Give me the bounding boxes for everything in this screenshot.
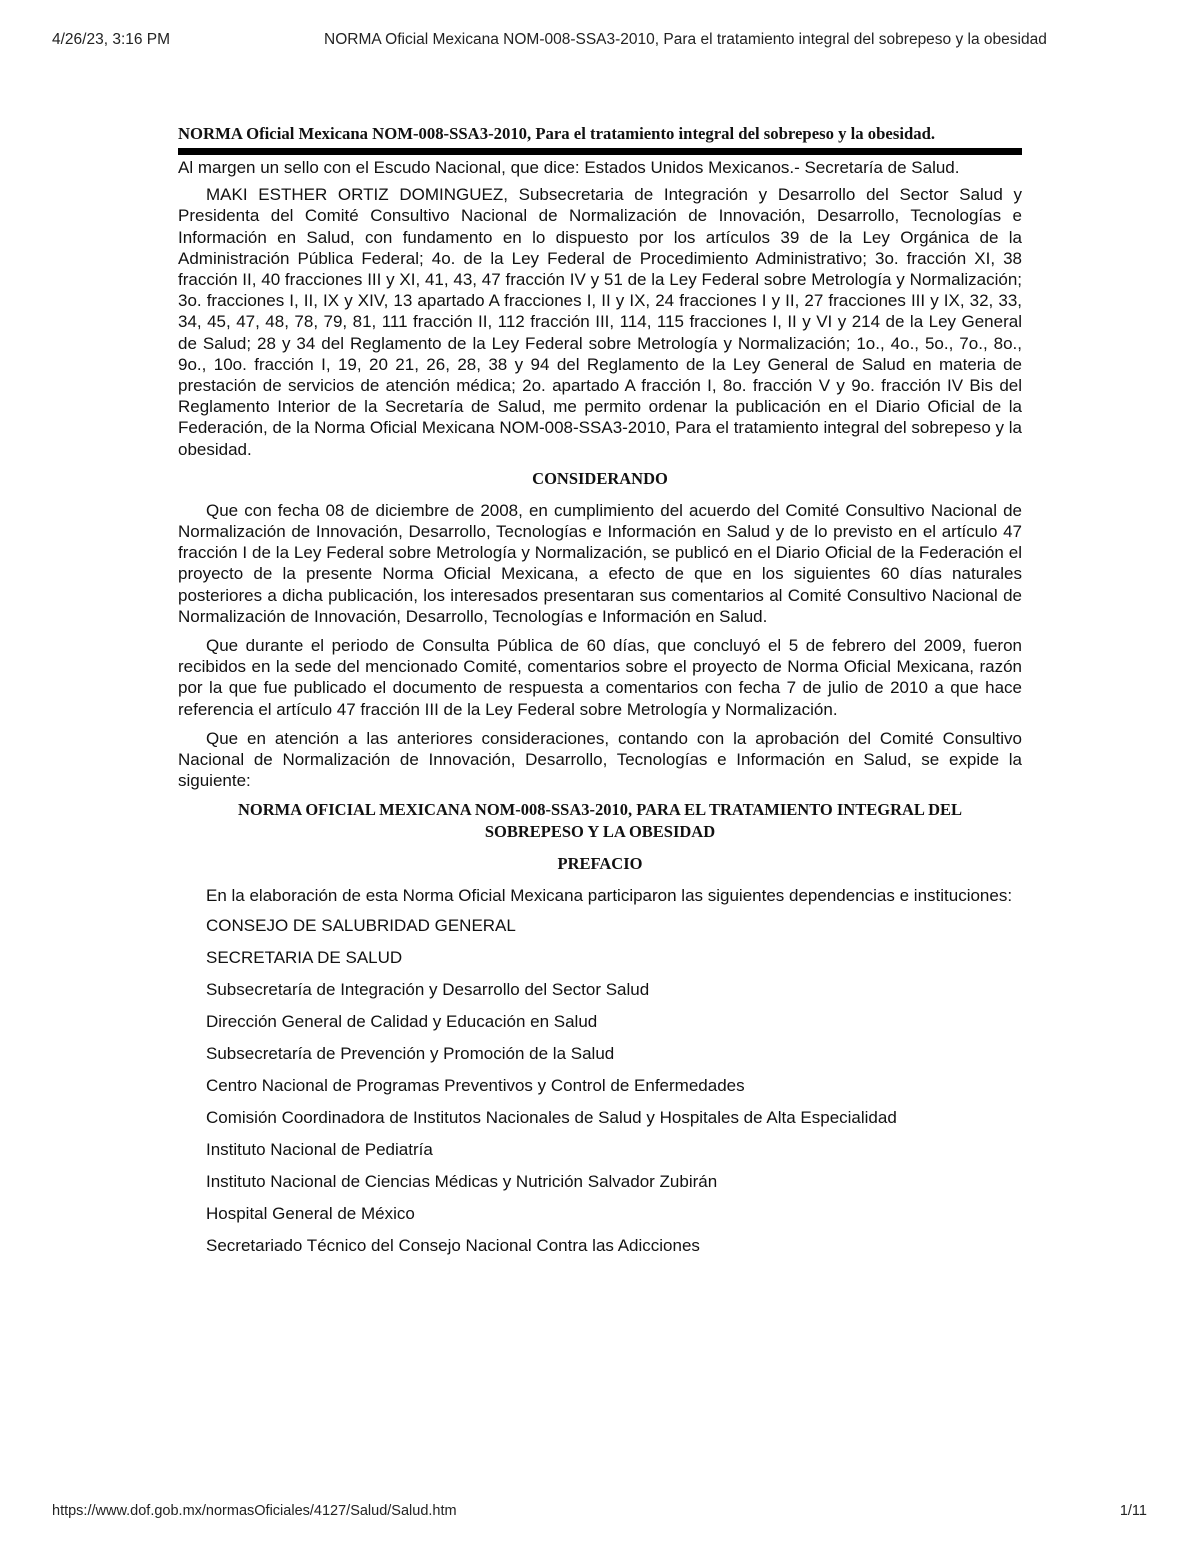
list-item: Comisión Coordinadora de Institutos Nacionales de Salud y Hospitales de Alta Especialidad xyxy=(206,1107,897,1127)
document-title: NORMA Oficial Mexicana NOM-008-SSA3-2010, Para el tratamiento integral del sobrepeso y la obesidad. xyxy=(178,124,936,143)
margin-note: Al margen un sello con el Escudo Nacional, que dice: Estados Unidos Mexicanos.- Secretaría de Salud. xyxy=(178,158,960,177)
considerando-paragraph: Que con fecha 08 de diciembre de 2008, en cumplimiento del acuerdo del Comité Consultivo Nacional de Normalización de Innovación, Desarrollo, Tecnologías e Información en Salud y de lo previsto en el artículo 47 fracción I de la Ley Federal sobre Metrología y Normalización, se publicó en el Diario Oficial de la Federación el proyecto de la presente Norma Oficial Mexicana, a efecto de que en los siguientes 60 días naturales posteriores a dicha publicación, los interesados presentaran sus comentarios al Comité Consultivo Nacional de Normalización de Innovación, Desarrollo, Tecnologías e Información en Salud. xyxy=(178,500,1022,626)
considerando-heading: CONSIDERANDO xyxy=(532,468,668,488)
list-item: Subsecretaría de Integración y Desarrollo del Sector Salud xyxy=(206,979,650,999)
source-url: https://www.dof.gob.mx/normasOficiales/4127/Salud/Salud.htm xyxy=(52,1503,457,1519)
list-item: Instituto Nacional de Ciencias Médicas y Nutrición Salvador Zubirán xyxy=(206,1171,718,1191)
institutions-list xyxy=(178,915,1022,1256)
print-timestamp: 4/26/23, 3:16 PM xyxy=(52,31,171,48)
list-item: Centro Nacional de Programas Preventivos y Control de Enfermedades xyxy=(206,1075,745,1095)
intro-paragraph: MAKI ESTHER ORTIZ DOMINGUEZ, Subsecretaria de Integración y Desarrollo del Sector Salud y Presidenta del Comité Consultivo Nacional de Normalización de Innovación, Desarrollo, Tecnologías e Información en Salud, con fundamento en lo dispuesto por los artículos 39 de la Ley Orgánica de la Administración Pública Federal; 4o. de la Ley Federal de Procedimiento Administrativo; 3o. fracción XI, 38 fracción II, 40 fracciones III y XI, 41, 43, 47 fracción IV y 51 de la Ley Federal sobre Metrología y Normalización; 3o. fracciones I, II, IX y XIV, 13 apartado A fracciones I, II y IX, 24 fracciones I y II, 27 fracciones III y IX, 32, 33, 34, 45, 47, 48, 78, 79, 81, 111 fracción II, 112 fracción III, 114, 115 fracciones I, II y VI y 214 de la Ley General de Salud; 28 y 34 del Reglamento de la Ley Federal sobre Metrología y Normalización; 1o., 4o., 5o., 7o., 8o., 9o., 10o. fracción I, 19, 20 21, 26, 28, 38 y 94 del Reglamento de la Ley General de Salud en materia de prestación de servicios de atención médica; 2o. apartado A fracción I, 8o. fracción V y 9o. fracción IV Bis del Reglamento Interior de la Secretaría de Salud, me permito ordenar la publicación en el Diario Oficial de la Federación, de la Norma Oficial Mexicana NOM-008-SSA3-2010, Para el tratamiento integral del sobrepeso y la obesidad. xyxy=(178,185,1022,459)
list-item: SECRETARIA DE SALUD xyxy=(206,947,403,967)
list-item: Secretariado Técnico del Consejo Nacional Contra las Adicciones xyxy=(206,1235,700,1255)
prefacio-heading: PREFACIO xyxy=(557,854,643,874)
norma-heading xyxy=(178,799,1022,843)
list-item: Hospital General de México xyxy=(206,1203,415,1223)
print-footer xyxy=(52,1503,1147,1519)
print-page-title: NORMA Oficial Mexicana NOM-008-SSA3-2010, Para el tratamiento integral del sobrepeso y la obesidad xyxy=(324,31,1047,48)
list-item: Instituto Nacional de Pediatría xyxy=(206,1139,433,1159)
list-item: Subsecretaría de Prevención y Promoción de la Salud xyxy=(206,1043,615,1063)
norma-heading-line: SOBREPESO Y LA OBESIDAD xyxy=(484,822,716,842)
considerando-paragraph: Que en atención a las anteriores consideraciones, contando con la aprobación del Comité Consultivo Nacional de Normalización de Innovación, Desarrollo, Tecnologías e Información en Salud, se expide la siguiente: xyxy=(178,728,1022,791)
page-number: 1/11 xyxy=(1119,1503,1147,1519)
considerando-paragraph: Que durante el periodo de Consulta Pública de 60 días, que concluyó el 5 de febrero del 2009, fueron recibidos en la sede del mencionado Comité, comentarios sobre el proyecto de Norma Oficial Mexicana, razón por la que fue publicado el documento de respuesta a comentarios con fecha 7 de julio de 2010 a que hace referencia el artículo 47 fracción III de la Ley Federal sobre Metrología y Normalización. xyxy=(178,636,1022,719)
prefacio-paragraph: En la elaboración de esta Norma Oficial Mexicana participaron las siguientes dependencias e instituciones: xyxy=(206,886,1013,906)
title-rule xyxy=(178,148,1022,155)
norma-heading-line: NORMA OFICIAL MEXICANA NOM-008-SSA3-2010, PARA EL TRATAMIENTO INTEGRAL DEL xyxy=(237,800,963,820)
list-item: CONSEJO DE SALUBRIDAD GENERAL xyxy=(206,915,516,935)
document-body xyxy=(178,120,1022,1267)
list-item: Dirección General de Calidad y Educación en Salud xyxy=(206,1011,598,1031)
